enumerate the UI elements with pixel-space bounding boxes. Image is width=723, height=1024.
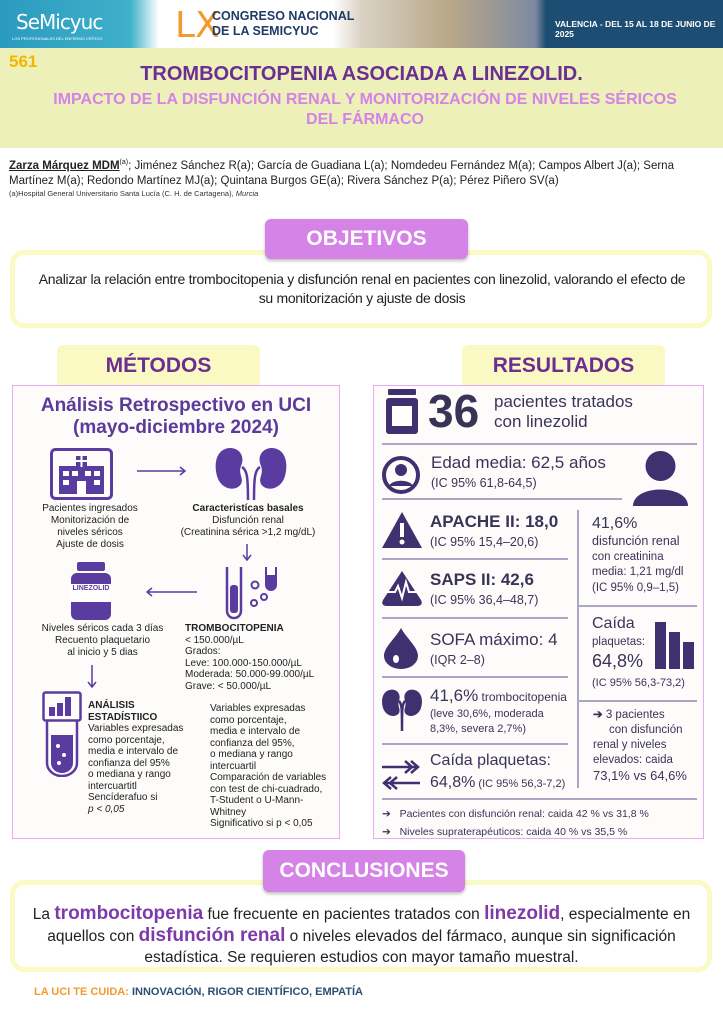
stats2-line: con test de chi-cuadrado,	[210, 783, 323, 795]
other-authors: ; Jiménez Sánchez R(a); García de Guadiana L(a); Nomdedeu Fernández M(a); Campos Albert J(a); Serna Martínez M(a); Redondo Martínez MJ(a); Quintana Burgos GE(a); Rivera Sánchez P(a); Pérez Piñero SV(a)	[9, 159, 674, 187]
logo-tagline: LOS PROFESIONALES DEL ENFERMO CRÍTICO	[12, 36, 103, 41]
step2-line: Disfunción renal	[212, 515, 284, 526]
saps-ic: (IC 95% 36,4–48,7)	[430, 593, 539, 607]
trombo-line: Grave: < 50.000/µL	[185, 680, 272, 692]
trombocitopenia-result	[430, 686, 567, 706]
step3-line: al inicio y 5 dias	[67, 647, 138, 658]
divider	[579, 605, 697, 607]
conc-keyword: trombocitopenia	[54, 903, 204, 924]
hospital-icon	[50, 448, 113, 500]
apache-score: APACHE II: 18,0	[430, 512, 559, 531]
sofa-score: SOFA máximo: 4	[430, 630, 558, 649]
divider	[382, 676, 568, 678]
caida-ic: (IC 95% 56,3-7,2)	[475, 778, 566, 790]
trombo-line: Leve: 100.000-150.000/µL	[185, 657, 302, 669]
stats-line: intercuartitl	[88, 780, 137, 792]
stats-line: como porcentaje,	[88, 734, 165, 746]
caida2-sub: plaquetas:	[592, 636, 646, 648]
trombo-detail-line: 8,3%, severa 2,7%)	[430, 723, 526, 735]
tres-line: con disfunción	[609, 724, 683, 736]
step2-text	[168, 503, 328, 539]
trombo-title: TROMBOCITOPENIA	[185, 623, 284, 634]
affiliation	[9, 189, 258, 198]
arrow-down-icon	[87, 665, 97, 689]
first-author: Zarza Márquez MDM	[9, 159, 120, 172]
caida-value: 64,8%	[430, 774, 476, 791]
step2-line: (Creatinina sérica >1,2 mg/dL)	[180, 527, 316, 538]
step1-line: Monitorización de	[50, 515, 130, 526]
divider	[382, 798, 697, 800]
trombo-line: Moderada: 50.000-99.000/µL	[185, 669, 315, 680]
step2-title: Caracteristícas basales	[192, 503, 304, 514]
sofa-ic: (IQR 2–8)	[430, 653, 485, 667]
conc-text: La	[32, 906, 55, 923]
stats2-line: Whitney	[210, 806, 247, 818]
stats2-line: T-Student o U-Mann-	[210, 795, 304, 806]
trombo-line: < 150.000/µL	[185, 634, 244, 646]
poster-number: 561	[9, 52, 38, 71]
stats-line: Sencíderafuo si	[88, 792, 158, 803]
stats2-line: intercuartil	[210, 760, 257, 772]
arrow-right-icon	[137, 466, 189, 476]
poster-title: TROMBOCITOPENIA ASOCIADA A LINEZOLID.	[140, 63, 583, 85]
stats-block	[88, 700, 203, 815]
trombo-detail-line: (leve 30,6%, moderada	[430, 708, 544, 720]
renal-line: con creatinina	[592, 550, 664, 563]
divider	[382, 498, 622, 500]
stats2-line: Comparación de variables	[210, 772, 327, 783]
affiliation-mark: (a)	[119, 159, 129, 166]
bottle-icon	[386, 389, 418, 434]
congress-line-1: CONGRESO NACIONAL	[212, 9, 355, 23]
poster-subtitle: IMPACTO DE LA DISFUNCIÓN RENAL Y MONITORIZACIÓN DE NIVELES SÉRICOS DEL FÁRMACO	[53, 91, 677, 128]
conc-text: fue frecuente en pacientes tratados con	[203, 906, 485, 923]
step3-text	[20, 623, 185, 659]
drop-icon	[383, 627, 419, 669]
renal-line: disfunción renal	[592, 534, 680, 548]
metodos-title	[14, 395, 338, 439]
resultados-heading: RESULTADOS	[462, 345, 665, 385]
patient-count-label	[494, 392, 633, 432]
affiliation-city: Murcia	[235, 189, 259, 198]
stats-line: o mediana y rango	[88, 769, 171, 780]
trombo-detail	[430, 707, 544, 737]
user-circle-icon	[381, 455, 421, 495]
arrow-right-icon: ➔	[382, 826, 391, 838]
conc-text: , especialmente en aquellos con	[47, 906, 691, 945]
patient-count: 36	[428, 385, 480, 437]
stats2-line: Variables expresadas	[210, 703, 306, 714]
count-label-line: pacientes tratados	[494, 392, 633, 411]
stats-line: media e intervalo de	[88, 746, 179, 757]
renal-pct: 41,6%	[592, 515, 638, 532]
arrow-right-icon: ➔	[382, 808, 391, 820]
tres-line: renal y niveles	[593, 739, 667, 751]
test-tubes-icon	[224, 565, 282, 621]
caida2-title: Caída	[592, 615, 635, 632]
exchange-arrows-icon	[381, 757, 421, 793]
objetivos-text: Analizar la relación entre trombocitopenia y disfunción renal en pacientes con linezolid, valorando el efecto de su monitorización y ajuste de dosis	[38, 271, 686, 306]
metodos-title-line2: (mayo-diciembre 2024)	[73, 417, 279, 438]
caida2-ic: (IC 95% 56,3-73,2)	[592, 677, 685, 689]
conc-keyword: disfunción renal	[138, 925, 286, 946]
step1-line: niveles séricos	[57, 527, 123, 538]
trombo-label: trombocitopenia	[478, 690, 567, 704]
renal-line: media: 1,21 mg/dl	[592, 566, 684, 578]
conc-text: o niveles elevados del fármaco, aunque sin significación estadística. Se requieren estudios con mayor tamaño muestral.	[144, 928, 676, 966]
stats2-line: Significativo si p < 0,05	[210, 818, 313, 829]
stats-line: Variables expresadas	[88, 723, 184, 734]
renal-line: (IC 95% 0,9–1,5)	[592, 581, 679, 594]
trombo-pct: 41,6%	[430, 686, 479, 705]
stats-line: p < 0,05	[88, 803, 125, 815]
congress-dates: VALENCIA - DEL 15 AL 18 DE JUNIO DE 2025	[555, 19, 716, 39]
stats-title: ANÁLISIS	[88, 700, 135, 711]
step3-line: Niveles séricos cada 3 días	[41, 623, 164, 634]
trombo-line: Grados:	[185, 646, 221, 657]
renal-detail	[592, 534, 683, 596]
arrow-left-icon	[145, 587, 197, 597]
trombocitopenia-criteria	[185, 623, 335, 692]
divider	[579, 700, 697, 702]
stats2-line: o mediana y rango	[210, 749, 293, 760]
congress-line-2: DE LA SEMICYUC	[212, 24, 319, 38]
bullet-text: Niveles supraterapéuticos: caida 40 % vs 35,5 %	[399, 826, 628, 838]
bullet-text: Pacientes con disfunción renal: caida 42 % vs 31,8 %	[399, 808, 649, 820]
result-bullets	[382, 805, 649, 841]
footer-slogan	[34, 986, 363, 998]
step3-line: Recuento plaquetario	[54, 635, 151, 646]
edad-ic: (IC 95% 61,8-64,5)	[431, 476, 537, 490]
stats-tube-icon	[42, 691, 82, 777]
tres-line: 3 pacientes	[605, 709, 665, 721]
objetivos-heading: OBJETIVOS	[265, 219, 468, 259]
caida2-value: 64,8%	[592, 651, 644, 671]
divider	[382, 443, 697, 445]
stats-line: confianza del 95%	[88, 757, 170, 769]
arrow-right-icon: ➔	[593, 709, 606, 721]
stats2-line: confianza del 95%,	[210, 737, 295, 749]
stats-title: ESTADÍSTIICO	[88, 711, 158, 723]
warning-icon	[381, 511, 423, 549]
count-label-line: con linezolid	[494, 412, 588, 431]
vertical-divider	[577, 510, 579, 788]
tres-line: elevados: caida	[593, 754, 673, 766]
slogan-rest: INNOVACIÓN, RIGOR CIENTÍFICO, EMPATÍA	[128, 986, 363, 998]
stats2-line: como porcentaje,	[210, 714, 287, 726]
conclusiones-heading: CONCLUSIONES	[263, 850, 465, 892]
arrow-down-icon	[242, 544, 252, 562]
semicyuc-logo: SeMicyuc	[16, 10, 103, 34]
kidney-icon	[381, 688, 423, 732]
tres-pacientes	[593, 708, 687, 783]
caida-label: Caída plaquetas:	[430, 752, 551, 769]
step1-line: Ajuste de dosis	[56, 539, 124, 550]
metodos-title-line1: Análisis Retrospectivo en UCI	[40, 395, 312, 416]
step1-line: Pacientes ingresados	[42, 503, 138, 514]
heart-monitor-icon	[381, 570, 423, 606]
edad-media: Edad media: 62,5 años	[431, 453, 606, 472]
metodos-heading: MÉTODOS	[57, 345, 260, 385]
stats2-line: media e intervalo de	[210, 726, 301, 737]
conc-keyword: linezolid	[484, 903, 561, 924]
authors	[9, 155, 721, 189]
caida-result	[430, 774, 565, 792]
kidney-icon	[215, 445, 287, 500]
stats-block-2	[210, 703, 338, 830]
tres-line: 73,1% vs 64,6%	[593, 768, 687, 783]
slogan-lead: LA UCI TE CUIDA:	[34, 986, 129, 998]
congress-name	[212, 9, 354, 39]
step1-text	[20, 503, 160, 551]
bar-chart-icon	[655, 622, 695, 669]
apache-ic: (IC 95% 15,4–20,6)	[430, 535, 539, 549]
person-icon	[633, 450, 688, 506]
saps-score: SAPS II: 42,6	[430, 570, 534, 589]
divider	[382, 558, 568, 560]
divider	[382, 617, 568, 619]
congress-number: LX	[175, 5, 220, 46]
divider	[382, 743, 568, 745]
affiliation-text: (a)Hospital General Universitario Santa Lucía (C. H. de Cartagena),	[9, 189, 234, 198]
conclusiones-text	[20, 903, 703, 968]
bottle-label: LINEZOLID	[72, 585, 110, 592]
